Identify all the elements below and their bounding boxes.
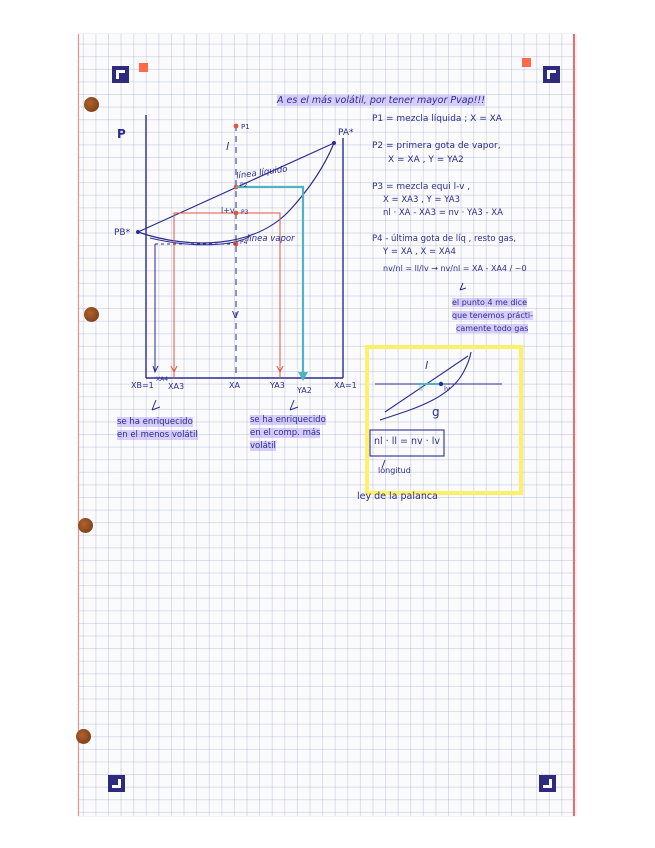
pb-star-label: PB* — [114, 228, 131, 238]
note-right-2: en el comp. más — [250, 428, 321, 438]
lever-ll-label: ll — [419, 385, 423, 393]
p1-label: P1 — [241, 123, 250, 131]
p3-label: P3 — [241, 209, 249, 216]
note-left-1: se ha enriquecido — [117, 417, 193, 427]
xa4-label: XA4 — [156, 376, 169, 383]
note-p4-c: nv/nl = ll/lv → nv/nl = XA - XA4 / ~0 — [383, 264, 527, 273]
note-p1: P1 = mezcla líquida ; X = XA — [372, 114, 502, 124]
ya2-label: YA2 — [297, 386, 312, 395]
xb1-label: XB=1 — [131, 381, 154, 390]
lever-caption: ley de la palanca — [357, 491, 438, 502]
note-p4-b: Y = XA , X = XA4 — [383, 247, 456, 257]
point-p1 — [234, 124, 239, 129]
teal-arrow — [298, 372, 308, 381]
p-axis-label: P — [117, 127, 126, 141]
note-p3-c: nl · XA - XA3 = nv · YA3 - XA — [383, 208, 503, 218]
xa3-label: XA3 — [168, 382, 185, 391]
l-region-label: l — [226, 140, 230, 153]
lever-formula: nl · ll = nv · lv — [374, 436, 440, 447]
note-left-2: en el menos volátil — [117, 430, 198, 440]
note-p4-a: P4 - última gota de líq , resto gas, — [372, 234, 516, 244]
note-p2-b: X = XA , Y = YA2 — [388, 155, 464, 165]
xa1-label: XA=1 — [334, 381, 357, 390]
ya3-label: YA3 — [270, 381, 285, 390]
point-pb — [136, 230, 140, 234]
v-region-label: V — [232, 310, 239, 321]
lv-region-label: l+v — [221, 206, 235, 215]
xa-label: XA — [229, 381, 240, 390]
note-p3-a: P3 = mezcla equi l-v , — [372, 182, 471, 192]
lever-lv-label: lv — [444, 385, 451, 393]
lever-g-label: g — [432, 405, 440, 419]
note-p3-b: X = XA3 , Y = YA3 — [383, 195, 460, 205]
point-pa — [332, 141, 336, 145]
liquid-line-label: línea líquido — [235, 164, 289, 182]
note-p4-f: camente todo gas — [456, 324, 529, 333]
note-p4-d: el punto 4 me dice — [452, 298, 527, 307]
header-note: A es el más volátil, por tener mayor Pvap!!! — [277, 95, 486, 106]
note-right-1: se ha enriquecido — [250, 415, 326, 425]
note-right-3: volátil — [250, 441, 276, 451]
lever-l-label: l — [425, 359, 429, 372]
p4-label: P4 — [240, 239, 248, 246]
vapor-line-label: línea vapor — [247, 234, 295, 244]
pa-star-label: PA* — [338, 128, 354, 138]
p2-label: P2 — [240, 182, 248, 189]
lever-longitud: longitud — [378, 466, 411, 475]
note-p2-a: P2 = primera gota de vapor, — [372, 141, 501, 151]
note-p4-e: que tenemos prácti- — [452, 311, 533, 320]
